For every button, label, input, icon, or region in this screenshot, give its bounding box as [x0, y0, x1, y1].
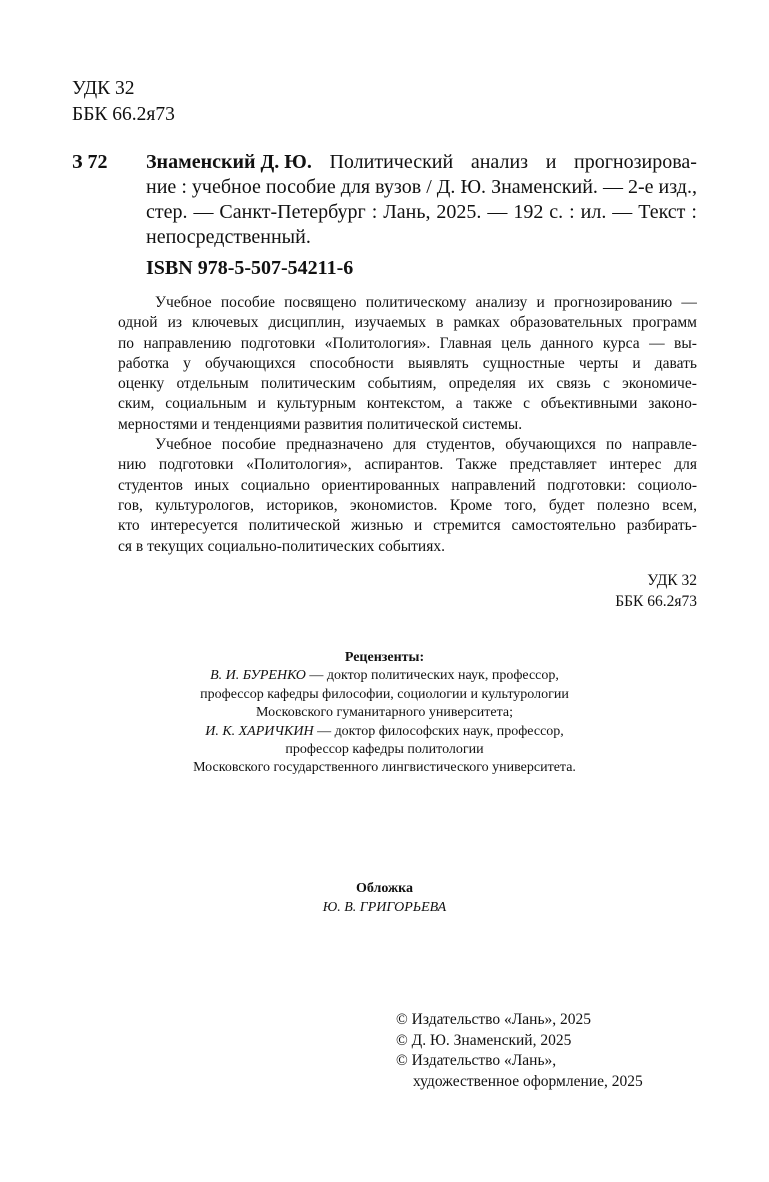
- copyright-line-4: художественное оформление, 2025: [413, 1072, 643, 1090]
- biblio-word: Текст: [638, 201, 686, 223]
- annotation-line: ся в текущих социально-политических событиях.: [118, 537, 445, 555]
- annotation-line: [118, 293, 697, 313]
- annotation-line: [118, 516, 697, 536]
- annotation-word: в: [436, 314, 444, 332]
- annotation-word: для: [674, 456, 697, 474]
- annotation-word: и: [257, 395, 266, 413]
- biblio-word: прогнозирова-: [574, 151, 697, 173]
- biblio-word: учебное: [191, 176, 261, 198]
- cover-credit: [0, 880, 769, 917]
- biblio-text: непосредственный.: [146, 226, 311, 248]
- annotation-word: одной: [118, 314, 158, 332]
- reviewers-title: Рецензенты:: [344, 650, 425, 665]
- udk-code-bottom: УДК 32: [647, 572, 697, 589]
- annotation-line: [118, 354, 697, 374]
- annotation-line: [118, 374, 697, 394]
- annotation-word: пособие: [220, 294, 275, 311]
- reviewer-2-line-3: Московского государственного лингвистического университета.: [193, 760, 576, 776]
- annotation-word: социальным: [165, 395, 247, 413]
- annotation-word: образовательных: [509, 314, 623, 332]
- annotation-word: всем,: [662, 496, 697, 514]
- annotation-word: у: [183, 354, 191, 372]
- copyright-line-2: © Д. Ю. Знаменский, 2025: [396, 1031, 572, 1049]
- bbk-code: ББК 66.2я73: [72, 104, 175, 125]
- annotation-word: —: [649, 334, 665, 352]
- annotation-word: политическим: [260, 375, 356, 393]
- annotation-word: —: [681, 294, 697, 311]
- annotation-line: [118, 334, 697, 354]
- annotation-word: законо-: [648, 395, 697, 413]
- reviewer-1-line-1: [0, 667, 769, 685]
- annotation-word: Учебное: [155, 294, 212, 311]
- annotation-word: определяя: [448, 375, 516, 393]
- annotation-word: подготовки: [240, 334, 316, 352]
- biblio-word: ил.: [580, 201, 607, 223]
- biblio-word: Д.: [436, 176, 456, 198]
- annotation-word: жизнью: [351, 517, 404, 535]
- annotation-word: по: [605, 436, 623, 454]
- biblio-line-3: [146, 200, 697, 225]
- annotation-word: политической: [248, 517, 341, 535]
- annotation-word: политическому: [365, 294, 467, 311]
- annotation-word: давать: [654, 354, 697, 372]
- biblio-word: Ю.: [460, 176, 487, 198]
- annotation-word: дисциплин,: [268, 314, 345, 332]
- annotation-word: иных: [194, 476, 230, 494]
- annotation-word: студентов,: [426, 436, 496, 454]
- annotation-word: с: [523, 395, 530, 413]
- annotation-word: нию: [118, 456, 147, 474]
- biblio-word: —: [602, 176, 623, 198]
- annotation-word: культурологов,: [155, 496, 254, 514]
- annotation-word: вы-: [674, 334, 697, 352]
- reviewer-1-name: В. И. БУРЕНКО: [210, 668, 306, 684]
- annotation-word: представляет: [509, 456, 597, 474]
- biblio-line-1: [146, 150, 697, 175]
- biblio-word: :: [371, 201, 378, 223]
- annotation-word: культурным: [276, 395, 356, 413]
- annotation-word: направлений: [451, 476, 536, 494]
- annotation-word: подготовки: [158, 456, 234, 474]
- annotation-line: [118, 455, 697, 475]
- biblio-word: для: [340, 176, 371, 198]
- author-mark: З 72: [72, 151, 108, 173]
- annotation-word: связь: [556, 375, 591, 393]
- annotation-line: [118, 435, 697, 455]
- annotation-word: социально: [240, 476, 310, 494]
- copyright-block: [396, 1010, 643, 1092]
- annotation-word: социоло-: [637, 476, 697, 494]
- annotation-word: экономистов.: [350, 496, 438, 514]
- biblio-word: /: [426, 176, 432, 198]
- annotation-word: Кроме: [449, 496, 493, 514]
- biblio-word: стер.: [146, 201, 188, 223]
- annotation-word: отдельным: [176, 375, 249, 393]
- bibliographic-record: [146, 150, 697, 250]
- isbn: ISBN 978-5-507-54211-6: [146, 257, 354, 279]
- annotation-word: обучающихся: [505, 436, 596, 454]
- reviewer-1-credentials: — доктор политических наук, профессор,: [305, 668, 559, 684]
- annotation-word: объективными: [540, 395, 638, 413]
- annotation: [118, 293, 697, 557]
- annotation-word: также: [473, 395, 513, 413]
- annotation-word: изучаемых: [354, 314, 427, 332]
- annotation-word: а: [455, 395, 463, 413]
- annotation-word: ским,: [118, 395, 155, 413]
- annotation-word: сущностные: [482, 354, 565, 372]
- biblio-word: вузов: [375, 176, 422, 198]
- annotation-word: кто: [118, 517, 140, 535]
- annotation-word: самостоятельно: [511, 517, 616, 535]
- annotation-word: «Политология»,: [246, 456, 352, 474]
- classification-footer: [615, 571, 697, 612]
- annotation-word: с: [602, 375, 610, 393]
- annotation-word: гов,: [118, 496, 143, 514]
- annotation-word: стремится: [433, 517, 501, 535]
- annotation-line: [118, 496, 697, 516]
- biblio-word: анализ: [470, 151, 529, 173]
- biblio-line-2: [146, 175, 697, 200]
- biblio-word: изд.,: [658, 176, 697, 198]
- biblio-word: с.: [549, 201, 564, 223]
- biblio-word: —: [193, 201, 214, 223]
- annotation-word: и: [536, 294, 545, 311]
- annotation-word: интерес: [609, 456, 662, 474]
- cover-title: Обложка: [355, 881, 414, 896]
- reviewers-block: [0, 649, 769, 778]
- reviewer-2-name: И. К. ХАРИЧКИН: [205, 723, 314, 739]
- annotation-word: контекстом,: [366, 395, 445, 413]
- annotation-word: Учебное: [155, 436, 212, 454]
- reviewer-1-line-3: Московского гуманитарного университета;: [255, 705, 514, 721]
- annotation-word: обучающихся: [204, 354, 296, 372]
- annotation-word: посвящено: [284, 294, 357, 311]
- biblio-word: Лань,: [383, 201, 431, 223]
- biblio-word: и: [545, 151, 557, 173]
- annotation-word: черты: [578, 354, 619, 372]
- annotation-word: цель: [501, 334, 532, 352]
- annotation-line: мерностями и тенденциями развития политической системы.: [118, 415, 523, 433]
- annotation-word: предназначено: [286, 436, 384, 454]
- annotation-word: студентов: [118, 476, 183, 494]
- annotation-line: [118, 313, 697, 333]
- annotation-word: из: [167, 314, 182, 332]
- annotation-word: рамках: [453, 314, 500, 332]
- biblio-word: :: [569, 201, 575, 223]
- annotation-word: ключевых: [192, 314, 259, 332]
- annotation-word: ориентированных: [321, 476, 440, 494]
- author-name: Знаменский Д. Ю.: [146, 151, 312, 173]
- annotation-word: программ: [632, 314, 697, 332]
- biblio-word: 192: [513, 201, 544, 223]
- bbk-code-bottom: ББК 66.2я73: [615, 592, 697, 610]
- biblio-word: Политический: [329, 151, 454, 173]
- annotation-word: направле-: [632, 436, 697, 454]
- copyright-line-1: © Издательство «Лань», 2025: [396, 1011, 592, 1028]
- annotation-word: пособие: [221, 436, 276, 454]
- annotation-word: данного: [540, 334, 594, 352]
- annotation-word: Главная: [439, 334, 492, 352]
- biblio-word: 2-е: [627, 176, 654, 198]
- reviewer-2-line-2: профессор кафедры политологии: [285, 742, 484, 758]
- biblio-line-4: [146, 225, 697, 250]
- udk-code: УДК 32: [72, 78, 135, 99]
- annotation-word: разбирать-: [626, 517, 697, 535]
- annotation-word: по: [118, 334, 135, 352]
- annotation-word: событиям,: [367, 375, 437, 393]
- reviewer-2-credentials: — доктор философских наук, профессор,: [313, 723, 564, 739]
- biblio-word: Санкт-Петербург: [219, 201, 366, 223]
- copyright-line-3: © Издательство «Лань»,: [396, 1052, 557, 1069]
- biblio-word: 2025.: [436, 201, 482, 223]
- annotation-word: направлению: [143, 334, 232, 352]
- annotation-word: для: [393, 436, 417, 454]
- biblio-word: пособие: [265, 176, 336, 198]
- annotation-line: [118, 394, 697, 414]
- annotation-word: полезно: [596, 496, 650, 514]
- biblio-word: —: [487, 201, 508, 223]
- annotation-word: прогнозированию: [553, 294, 673, 311]
- annotation-word: будет: [548, 496, 585, 514]
- annotation-word: и: [414, 517, 423, 535]
- biblio-word: —: [612, 201, 633, 223]
- biblio-word: Знаменский.: [491, 176, 598, 198]
- annotation-word: курса: [602, 334, 640, 352]
- annotation-word: экономиче-: [622, 375, 697, 393]
- cover-designer: Ю. В. ГРИГОРЬЕВА: [322, 899, 447, 915]
- annotation-word: «Политология».: [324, 334, 431, 352]
- annotation-word: того,: [504, 496, 537, 514]
- reviewer-1-line-2: профессор кафедры философии, социологии и культурологии: [200, 686, 569, 702]
- annotation-word: работка: [118, 354, 170, 372]
- annotation-word: историков,: [266, 496, 338, 514]
- annotation-word: анализу: [475, 294, 528, 311]
- classification-header: [72, 76, 175, 128]
- reviewer-2-line-1: [0, 723, 769, 741]
- annotation-word: их: [528, 375, 545, 393]
- annotation-word: способности: [309, 354, 394, 372]
- annotation-word: интересуется: [150, 517, 238, 535]
- biblio-word: :: [691, 201, 697, 223]
- biblio-word: ние: [146, 176, 177, 198]
- annotation-line: [118, 476, 697, 496]
- annotation-word: выявлять: [407, 354, 469, 372]
- annotation-word: Также: [455, 456, 497, 474]
- annotation-word: оценку: [118, 375, 165, 393]
- annotation-word: аспирантов.: [364, 456, 444, 474]
- biblio-word: :: [181, 176, 187, 198]
- annotation-word: подготовки:: [547, 476, 627, 494]
- annotation-word: и: [632, 354, 641, 372]
